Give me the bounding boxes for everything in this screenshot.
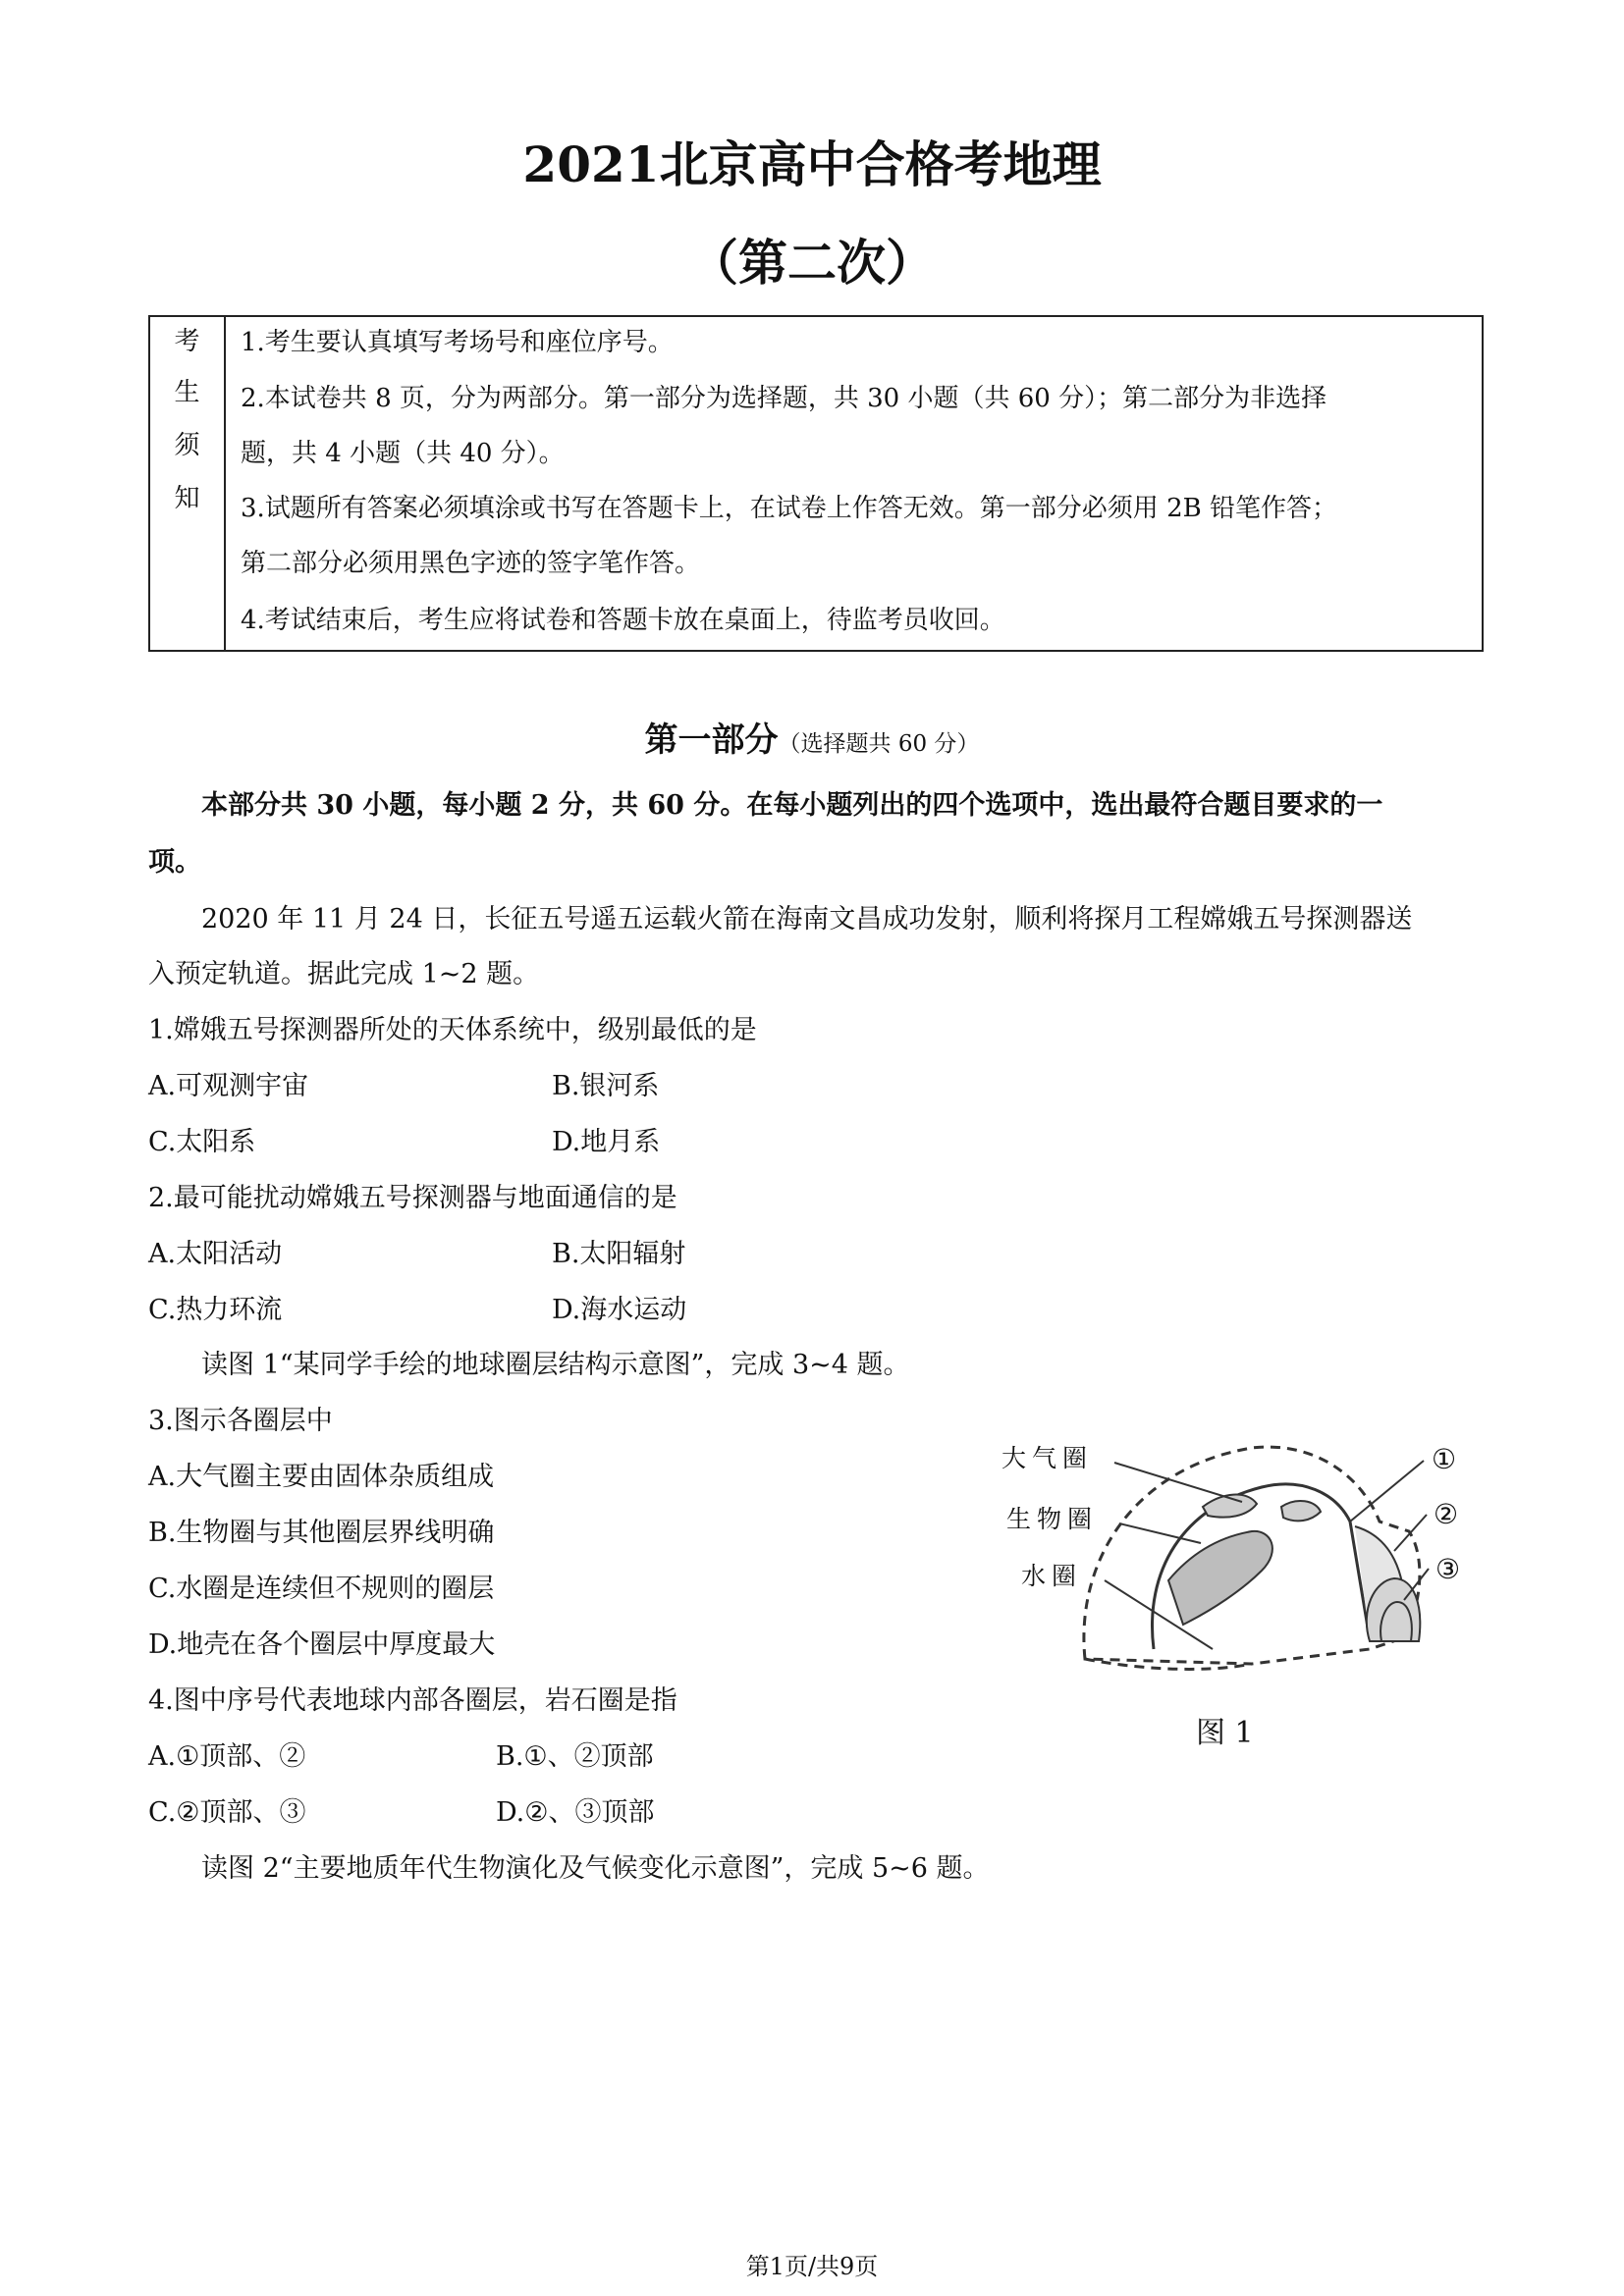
question-option: D.地月系 xyxy=(552,1127,661,1157)
question-option: D.②、③顶部 xyxy=(496,1797,655,1828)
question-stem: 2.最可能扰动嫦娥五号探测器与地面通信的是 xyxy=(148,1183,677,1213)
notice-line: 2.本试卷共 8 页，分为两部分。第一部分为选择题，共 30 小题（共 60 分）；第二部分为非选择 xyxy=(241,384,1327,413)
notice-line: 1.考生要认真填写考场号和座位序号。 xyxy=(241,328,674,357)
notice-label-char: 考 xyxy=(174,327,200,356)
figure-caption: 图 1 xyxy=(1196,1716,1254,1750)
question-option: A.可观测宇宙 xyxy=(148,1071,309,1101)
notice-label-char: 知 xyxy=(174,484,200,513)
question-option: B.生物圈与其他圈层界线明确 xyxy=(148,1518,495,1548)
notice-label-column xyxy=(148,315,226,652)
section-title: 第一部分 xyxy=(644,721,779,760)
notice-line: 4.考试结束后，考生应将试卷和答题卡放在桌面上，待监考员收回。 xyxy=(241,606,1005,635)
question-option: B.①、②顶部 xyxy=(496,1741,654,1772)
question-stem: 1.嫦娥五号探测器所处的天体系统中，级别最低的是 xyxy=(148,1015,757,1045)
document-title: 2021北京高中合格考地理 xyxy=(522,135,1102,193)
landmass xyxy=(1168,1531,1272,1625)
question-option: C.②顶部、③ xyxy=(148,1797,306,1828)
atmosphere-label: 大气圈 xyxy=(1001,1444,1094,1472)
passage-line: 2020 年 11 月 24 日，长征五号遥五运载火箭在海南文昌成功发射，顺利将探月工程嫦娥五号探测器送 xyxy=(201,904,1413,934)
notice-line: 题，共 4 小题（共 40 分）。 xyxy=(241,439,565,468)
section-heading xyxy=(0,713,1624,761)
question-option: C.热力环流 xyxy=(148,1295,283,1325)
notice-line: 3.试题所有答案必须填涂或书写在答题卡上，在试卷上作答无效。第一部分必须用 2B 铅笔作答； xyxy=(241,494,1337,523)
passage-line: 读图 1“某同学手绘的地球圈层结构示意图”，完成 3~4 题。 xyxy=(201,1350,910,1380)
question-option: B.太阳辐射 xyxy=(552,1239,686,1269)
question-option: D.地壳在各个圈层中厚度最大 xyxy=(148,1629,496,1660)
hydrosphere-label: 水圈 xyxy=(1021,1562,1083,1590)
question-option: A.大气圈主要由固体杂质组成 xyxy=(148,1462,495,1492)
question-option: A.①顶部、② xyxy=(148,1741,306,1772)
biosphere-label: 生物圈 xyxy=(1006,1505,1099,1533)
passage-line: 入预定轨道。据此完成 1~2 题。 xyxy=(148,959,540,989)
layer-marker-2: ② xyxy=(1434,1498,1459,1530)
question-option: A.太阳活动 xyxy=(148,1239,283,1269)
marker-2-leader xyxy=(1394,1515,1427,1551)
notice-label-char: 须 xyxy=(174,431,200,460)
intro-line: 项。 xyxy=(148,847,201,878)
page-footer: 第1页/共9页 xyxy=(745,2253,879,2280)
cloud-shape xyxy=(1281,1501,1321,1521)
passage-line: 读图 2“主要地质年代生物演化及气候变化示意图”，完成 5~6 题。 xyxy=(201,1853,990,1884)
notice-label-char: 生 xyxy=(174,378,200,407)
layer-marker-3: ③ xyxy=(1435,1553,1461,1585)
question-option: C.水圈是连续但不规则的圈层 xyxy=(148,1574,495,1604)
question-option: D.海水运动 xyxy=(552,1295,687,1325)
question-option: B.银河系 xyxy=(552,1071,660,1101)
atmosphere-leader xyxy=(1114,1463,1242,1502)
question-stem: 3.图示各圈层中 xyxy=(148,1406,333,1436)
section-note: （选择题共 60 分） xyxy=(778,731,980,757)
layer-marker-1: ① xyxy=(1432,1443,1457,1475)
notice-line: 第二部分必须用黑色字迹的签字笔作答。 xyxy=(241,549,701,578)
document-subtitle: （第二次） xyxy=(689,234,935,292)
question-stem: 4.图中序号代表地球内部各圈层，岩石圈是指 xyxy=(148,1685,677,1716)
intro-line: 本部分共 30 小题，每小题 2 分，共 60 分。在每小题列出的四个选项中，选出最符合题目要求的一 xyxy=(201,790,1383,821)
question-option: C.太阳系 xyxy=(148,1127,256,1157)
